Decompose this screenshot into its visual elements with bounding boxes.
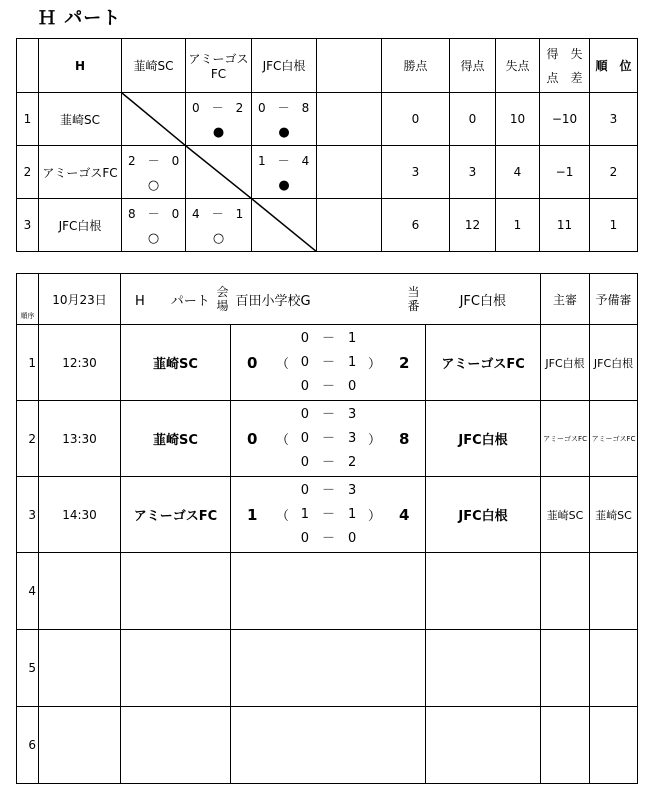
row-win-points: 0 <box>382 93 450 146</box>
header-reserve-referee: 予備審 <box>590 274 638 325</box>
standings-table <box>16 38 638 252</box>
header-goals-against: 失点 <box>496 39 540 93</box>
result-score: 2 － 0 <box>128 154 180 168</box>
row-rank: 1 <box>590 199 638 252</box>
match-away-score: 4 <box>384 477 426 553</box>
header-goal-diff-top: 得 失 <box>546 46 583 61</box>
header-goal-diff <box>540 39 590 93</box>
win-mark-icon: ○ <box>147 178 160 193</box>
row-goals-against: 4 <box>496 146 540 199</box>
duty-label-bottom: 番 <box>407 299 420 313</box>
match-home-score: 1 <box>231 477 274 553</box>
row-blank <box>317 93 382 146</box>
pk-score: 0 － 0 <box>300 378 357 394</box>
row-goals-against: 10 <box>496 93 540 146</box>
empty-cell <box>231 553 274 630</box>
match-home: 韮崎SC <box>121 401 231 477</box>
match-halves <box>274 477 384 553</box>
standings-row <box>17 93 638 146</box>
empty-cell <box>384 707 426 784</box>
empty-cell <box>590 630 638 707</box>
standings-row <box>17 146 638 199</box>
result-self <box>122 93 186 146</box>
win-mark-icon: ○ <box>147 231 160 246</box>
match-no: 6 <box>17 707 39 784</box>
empty-cell <box>426 707 541 784</box>
match-referee: 韮崎SC <box>541 477 590 553</box>
header-duty-team <box>426 274 541 325</box>
header-order-label: 順序 <box>20 312 35 320</box>
self-diagonal <box>186 146 252 199</box>
match-away-score: 2 <box>384 325 426 401</box>
match-reserve: アミーゴスFC <box>590 401 638 477</box>
empty-cell <box>231 630 274 707</box>
match-no: 5 <box>17 630 39 707</box>
result-score: 4 － 1 <box>192 207 244 221</box>
result-self <box>252 199 317 252</box>
header-team-2: アミーゴスFC <box>186 39 252 93</box>
empty-cell <box>541 630 590 707</box>
row-goal-diff: −10 <box>540 93 590 146</box>
pk-score: 0 － 2 <box>300 454 357 470</box>
header-group: H <box>39 39 122 93</box>
venue-label-bottom: 場 <box>216 299 229 313</box>
header-duty-label <box>408 285 426 313</box>
empty-cell <box>39 553 121 630</box>
loss-mark-icon: ● <box>278 125 290 140</box>
paren-close: ） <box>367 357 381 372</box>
result-cell <box>186 93 252 146</box>
empty-cell <box>590 553 638 630</box>
row-goals-against: 1 <box>496 199 540 252</box>
match-home-score: 0 <box>231 325 274 401</box>
row-goals-for: 3 <box>450 146 496 199</box>
empty-match-row <box>17 553 638 630</box>
header-blank <box>317 39 382 93</box>
self-diagonal <box>122 93 186 146</box>
match-reserve: JFC白根 <box>590 325 638 401</box>
second-half-score: 1 － 1 <box>300 506 357 522</box>
row-win-points: 6 <box>382 199 450 252</box>
row-goal-diff: −1 <box>540 146 590 199</box>
first-half-score: 0 － 3 <box>300 406 357 422</box>
header-goal-diff-bottom: 点 差 <box>546 70 583 85</box>
empty-cell <box>274 553 384 630</box>
standings-row <box>17 199 638 252</box>
duty-label-top: 当 <box>407 285 420 299</box>
empty-cell <box>274 707 384 784</box>
match-away: JFC白根 <box>426 401 541 477</box>
empty-cell <box>541 553 590 630</box>
match-reserve: 韮崎SC <box>590 477 638 553</box>
match-referee: アミーゴスFC <box>541 401 590 477</box>
empty-cell <box>121 707 231 784</box>
match-away-score: 8 <box>384 401 426 477</box>
empty-cell <box>274 630 384 707</box>
header-referee: 主審 <box>541 274 590 325</box>
match-home-score: 0 <box>231 401 274 477</box>
row-team: アミーゴスFC <box>39 146 122 199</box>
match-time: 14:30 <box>39 477 121 553</box>
empty-cell <box>231 707 274 784</box>
match-time: 12:30 <box>39 325 121 401</box>
match-away: アミーゴスFC <box>426 325 541 401</box>
paren-close: ） <box>367 509 381 524</box>
header-order <box>17 274 39 325</box>
header-goals-for: 得点 <box>450 39 496 93</box>
empty-cell <box>426 630 541 707</box>
header-part <box>121 274 231 325</box>
empty-cell <box>541 707 590 784</box>
match-no: 2 <box>17 401 39 477</box>
loss-mark-icon: ● <box>212 125 225 140</box>
row-rank: 3 <box>590 93 638 146</box>
result-score: 0 － 8 <box>258 101 310 115</box>
header-venue-label <box>216 285 230 313</box>
row-goals-for: 12 <box>450 199 496 252</box>
result-self <box>186 146 252 199</box>
row-team: 韮崎SC <box>39 93 122 146</box>
empty-match-row <box>17 707 638 784</box>
match-no: 4 <box>17 553 39 630</box>
paren-open: （ <box>275 357 289 372</box>
match-time: 13:30 <box>39 401 121 477</box>
schedule-header-row <box>17 274 638 325</box>
match-referee: JFC白根 <box>541 325 590 401</box>
result-cell <box>252 146 317 199</box>
pk-score: 0 － 0 <box>300 530 357 546</box>
result-score: 1 － 4 <box>258 154 310 168</box>
row-team: JFC白根 <box>39 199 122 252</box>
header-team-1: 韮崎SC <box>122 39 186 93</box>
header-no <box>17 39 39 93</box>
venue-label-top: 会 <box>216 285 229 299</box>
match-no: 3 <box>17 477 39 553</box>
result-cell <box>252 93 317 146</box>
row-blank <box>317 199 382 252</box>
header-rank: 順 位 <box>590 39 638 93</box>
result-score: 8 － 0 <box>128 207 180 221</box>
match-row <box>17 477 638 553</box>
win-mark-icon: ○ <box>212 231 225 246</box>
empty-cell <box>39 630 121 707</box>
standings-header-row <box>17 39 638 93</box>
match-row <box>17 325 638 401</box>
loss-mark-icon: ● <box>278 178 290 193</box>
duty-team: JFC白根 <box>459 293 506 309</box>
header-team-3: JFC白根 <box>252 39 317 93</box>
match-home: 韮崎SC <box>121 325 231 401</box>
row-no: 1 <box>17 93 39 146</box>
row-win-points: 3 <box>382 146 450 199</box>
row-goal-diff: 11 <box>540 199 590 252</box>
paren-open: （ <box>275 433 289 448</box>
schedule-table <box>16 273 638 784</box>
paren-open: （ <box>275 509 289 524</box>
empty-cell <box>39 707 121 784</box>
match-halves <box>274 325 384 401</box>
match-home: アミーゴスFC <box>121 477 231 553</box>
row-rank: 2 <box>590 146 638 199</box>
row-no: 2 <box>17 146 39 199</box>
page-title: Ｈ パート <box>38 8 122 29</box>
first-half-score: 0 － 1 <box>300 330 357 346</box>
result-cell <box>122 199 186 252</box>
row-goals-for: 0 <box>450 93 496 146</box>
empty-cell <box>384 553 426 630</box>
paren-close: ） <box>367 433 381 448</box>
header-win-points: 勝点 <box>382 39 450 93</box>
empty-cell <box>590 707 638 784</box>
header-part-label: H パート <box>135 293 210 309</box>
row-no: 3 <box>17 199 39 252</box>
empty-match-row <box>17 630 638 707</box>
match-away: JFC白根 <box>426 477 541 553</box>
row-blank <box>317 146 382 199</box>
header-date: 10月23日 <box>39 274 121 325</box>
self-diagonal <box>252 199 317 252</box>
match-no: 1 <box>17 325 39 401</box>
empty-cell <box>121 630 231 707</box>
match-halves <box>274 401 384 477</box>
second-half-score: 0 － 1 <box>300 354 357 370</box>
header-venue-group <box>231 274 426 325</box>
empty-cell <box>426 553 541 630</box>
header-venue: 百田小学校G <box>235 293 311 309</box>
result-cell <box>122 146 186 199</box>
first-half-score: 0 － 3 <box>300 482 357 498</box>
result-cell <box>186 199 252 252</box>
empty-cell <box>384 630 426 707</box>
match-row <box>17 401 638 477</box>
second-half-score: 0 － 3 <box>300 430 357 446</box>
empty-cell <box>121 553 231 630</box>
result-score: 0 － 2 <box>192 101 244 115</box>
